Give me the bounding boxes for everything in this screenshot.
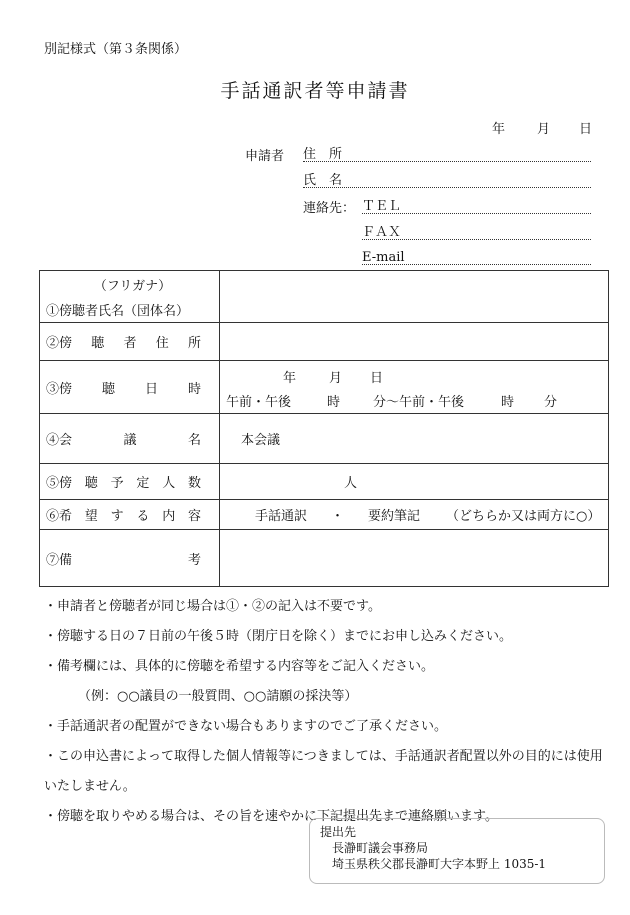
furigana-label: （フリガナ） [93,278,172,294]
date-day-label: 日 [579,122,593,137]
table-row-observer-address [40,323,609,361]
start-hour-label: 時 [327,395,341,410]
label-char: る [136,509,150,524]
note-item: ・手話通訳者の配置ができない場合もありますのでご了承ください。 [44,719,448,734]
label-char: ④会 [46,433,73,448]
name-label: 氏 名 [303,173,343,188]
label-char: ⑦備 [46,552,73,568]
application-table [39,270,609,587]
observer-name-label-cell [40,271,220,323]
option-separator: ・ [331,509,345,524]
note-item: ・この申込書によって取得した個人情報等につきましては、手話通訳者配置以外の目的には使用いたしません。 [44,749,603,794]
address-line[interactable] [303,143,591,162]
end-minute-label: 分 [544,395,558,410]
meeting-name-field[interactable] [220,414,609,464]
date-month-label: 月 [537,122,551,137]
submission-destination-box [309,818,605,884]
meeting-name-label-cell [40,414,220,464]
fax-label: ＦＡＸ [362,225,402,240]
label-char: 数 [187,476,201,491]
fax-line[interactable] [362,221,591,240]
contact-label: 連絡先： [303,201,356,216]
note-example: （例：○○議員の一般質問、○○請願の採決等） [78,689,358,704]
remarks-label-cell [40,530,220,587]
sign-language-option[interactable]: 手話通訳 [255,509,308,524]
label-char: 議 [123,433,137,448]
label-char: 聴 [84,476,98,491]
label-char: 人 [162,476,176,491]
name-line[interactable] [303,169,591,188]
destination-label: 提出先 [320,825,357,839]
observation-datetime-label-cell [40,361,220,414]
date-year-label: 年 [492,122,506,137]
datetime-month-label: 月 [329,371,343,386]
destination-address: 埼玉県秩父郡長瀞町大字本野上 1035-1 [332,857,547,871]
note-item: ・備考欄には、具体的に傍聴を希望する内容等をご記入ください。 [44,659,435,674]
tel-label: ＴＥＬ [362,199,402,214]
desired-content-field [220,500,609,530]
email-line[interactable] [362,246,591,265]
page-title: 手話通訳者等申請書 [220,80,410,102]
label-char: 時 [187,381,201,397]
note-item: ・傍聴する日の７日前の午後５時（閉庁日を除く）までにお申し込みください。 [44,629,513,644]
label-char: 内 [162,509,176,524]
tel-line[interactable] [362,195,591,214]
note-item: ・傍聴を取りやめる場合は、その旨を速やかに下記提出先まで連絡願います。 [44,809,498,824]
meeting-name-value: 本会議 [241,433,281,448]
email-label: E-mail [362,250,405,265]
label-char: 名 [187,433,201,448]
address-label: 住 所 [303,147,343,162]
label-char: 望 [84,509,98,524]
label-char: 考 [187,552,201,568]
label-char: 予 [110,476,124,491]
expected-attendees-label-cell [40,464,220,500]
notes-list [44,592,604,832]
observer-name-label: ①傍聴者氏名（団体名） [46,303,190,319]
observer-address-field[interactable] [220,323,609,361]
datetime-year-label: 年 [283,371,297,386]
expected-attendees-field[interactable] [220,464,609,500]
table-row-observation-datetime [40,361,609,414]
note-item: ・申請者と傍聴者が同じ場合は①・②の記入は不要です。 [44,599,381,614]
datetime-day-label: 日 [370,371,384,386]
observation-datetime-field[interactable] [220,361,609,414]
label-char: ⑥希 [46,509,73,524]
label-char: 日 [144,381,158,397]
label-char: 所 [187,336,201,351]
attendees-unit-label: 人 [344,476,358,491]
label-char: 聴 [91,336,105,351]
destination-office: 長瀞町議会事務局 [332,841,429,855]
table-row-observer-name [40,271,609,323]
table-row-meeting-name [40,414,609,464]
label-char: 住 [155,336,169,351]
label-char: ⑤傍 [46,476,73,491]
label-char: 聴 [101,381,115,397]
desired-content-label-cell [40,500,220,530]
table-row-remarks [40,530,609,587]
label-char: ②傍 [46,336,73,351]
form-reference: 別記様式（第３条関係） [44,42,188,57]
label-char: ③傍 [46,381,73,397]
observer-address-label-cell [40,323,220,361]
end-hour-label: 時 [501,395,515,410]
table-row-desired-content [40,500,609,530]
remarks-field[interactable] [220,530,609,587]
applicant-label: 申請者 [245,149,285,164]
label-char: 容 [187,509,201,524]
observer-name-field[interactable] [220,271,609,323]
start-ampm-label: 午前・午後 [226,395,292,410]
table-row-expected-attendees [40,464,609,500]
label-char: す [110,509,124,524]
end-ampm-label: 分～午前・午後 [373,395,465,410]
label-char: 定 [136,476,150,491]
option-instruction: （どちらか又は両方に○） [446,509,601,524]
summary-writing-option[interactable]: 要約筆記 [368,509,421,524]
label-char: 者 [123,336,137,351]
